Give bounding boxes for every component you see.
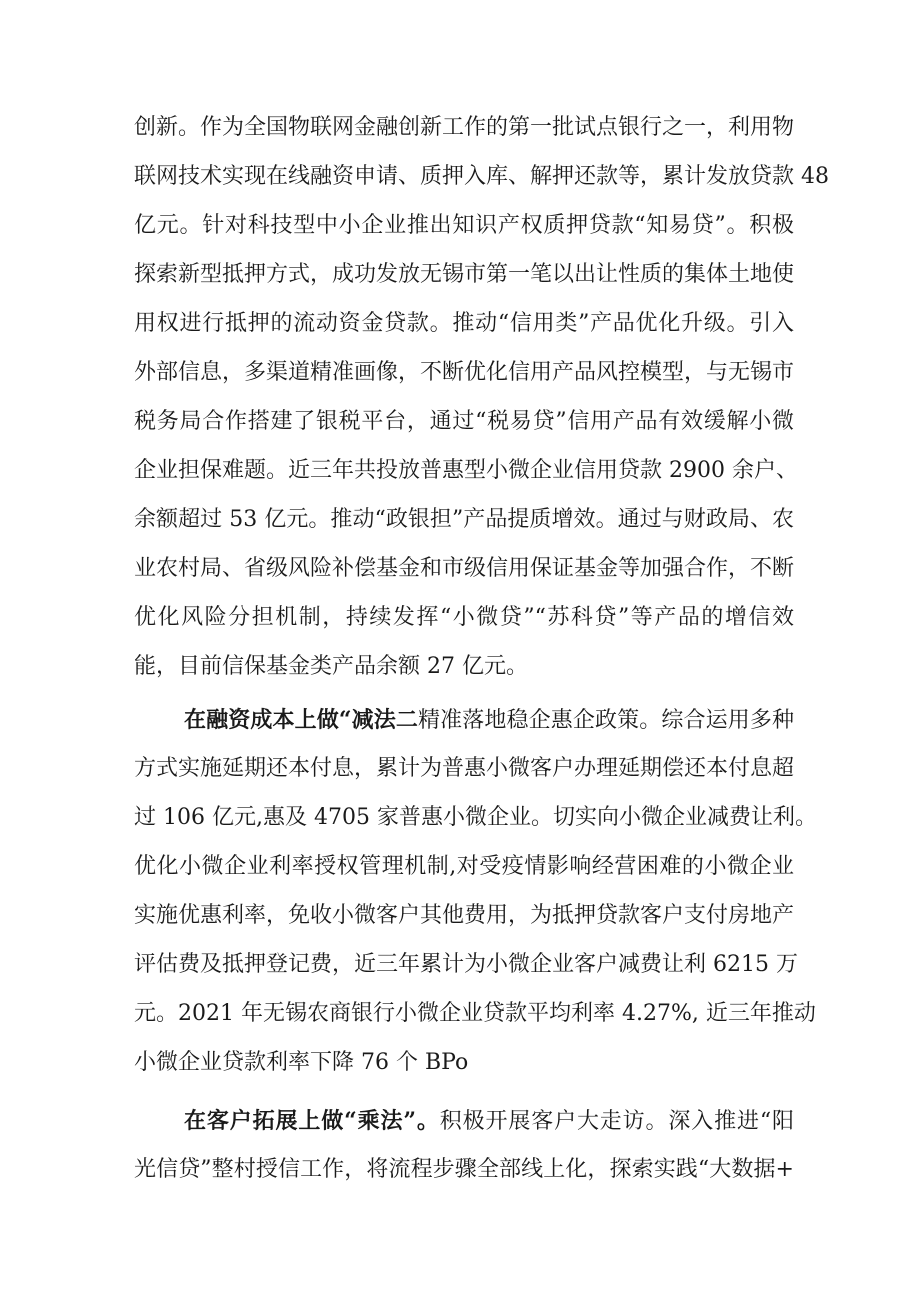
body-text-line: 过 106 亿元,惠及 4705 家普惠小微企业。切实向小微企业减费让利。 bbox=[134, 805, 817, 830]
body-text-line: 创新。作为全国物联网金融创新工作的第一批试点银行之一，利用物 bbox=[134, 115, 795, 140]
body-text-span: 精准落地稳企惠企政策。综合运用多种 bbox=[418, 708, 794, 733]
body-text-line: 能，目前信保基金类产品余额 27 亿元。 bbox=[134, 654, 528, 679]
body-text-line: 余额超过 53 亿元。推动“政银担”产品提质增效。通过与财政局、农 bbox=[134, 507, 794, 532]
body-text-line: 亿元。针对科技型中小企业推出知识产权质押贷款“知易贷”。积极 bbox=[134, 213, 794, 238]
body-text-line: 实施优惠利率，免收小微客户其他费用，为抵押贷款客户支付房地产 bbox=[134, 903, 795, 928]
body-text-line: 优化风险分担机制，持续发挥“小微贷”“苏科贷”等产品的增信效 bbox=[134, 605, 794, 630]
section-heading: 在融资成本上做“减法二 bbox=[184, 707, 419, 733]
section-heading: 在客户拓展上做“乘法”。 bbox=[184, 1108, 440, 1134]
body-text-line: 企业担保难题。近三年共投放普惠型小微企业信用贷款 2900 余户、 bbox=[134, 458, 798, 483]
body-text-line: 探索新型抵押方式，成功发放无锡市第一笔以出让性质的集体土地使 bbox=[134, 262, 795, 287]
body-text-line: 方式实施延期还本付息，累计为普惠小微客户办理延期偿还本付息超 bbox=[134, 756, 795, 781]
body-text-line: 联网技术实现在线融资申请、质押入库、解押还款等，累计发放贷款 48 bbox=[134, 164, 829, 189]
body-text-line: 光信贷”整村授信工作，将流程步骤全部线上化，探索实践“大数据+ bbox=[134, 1157, 794, 1182]
body-text-line: 元。2021 年无锡农商银行小微企业贷款平均利率 4.27%, 近三年推动 bbox=[134, 1001, 816, 1026]
body-text-line: 业农村局、省级风险补偿基金和市级信用保证基金等加强合作，不断 bbox=[134, 556, 795, 581]
body-text-line: 税务局合作搭建了银税平台，通过“税易贷”信用产品有效缓解小微 bbox=[134, 409, 794, 434]
body-text-line: 优化小微企业利率授权管理机制,对受疫情影响经营困难的小微企业 bbox=[134, 854, 794, 879]
paragraph-first-line bbox=[184, 705, 794, 736]
body-text-line: 小微企业贷款利率下降 76 个 BPo bbox=[134, 1050, 469, 1075]
paragraph-first-line bbox=[184, 1106, 794, 1137]
body-text-span: 积极开展客户大走访。深入推进“阳 bbox=[439, 1109, 795, 1134]
body-text-line: 评估费及抵押登记费，近三年累计为小微企业客户减费让利 6215 万 bbox=[134, 952, 798, 977]
body-text-line: 用权进行抵押的流动资金贷款。推动“信用类”产品优化升级。引入 bbox=[134, 311, 794, 336]
body-text-line: 外部信息，多渠道精准画像，不断优化信用产品风控模型，与无锡市 bbox=[134, 360, 795, 385]
